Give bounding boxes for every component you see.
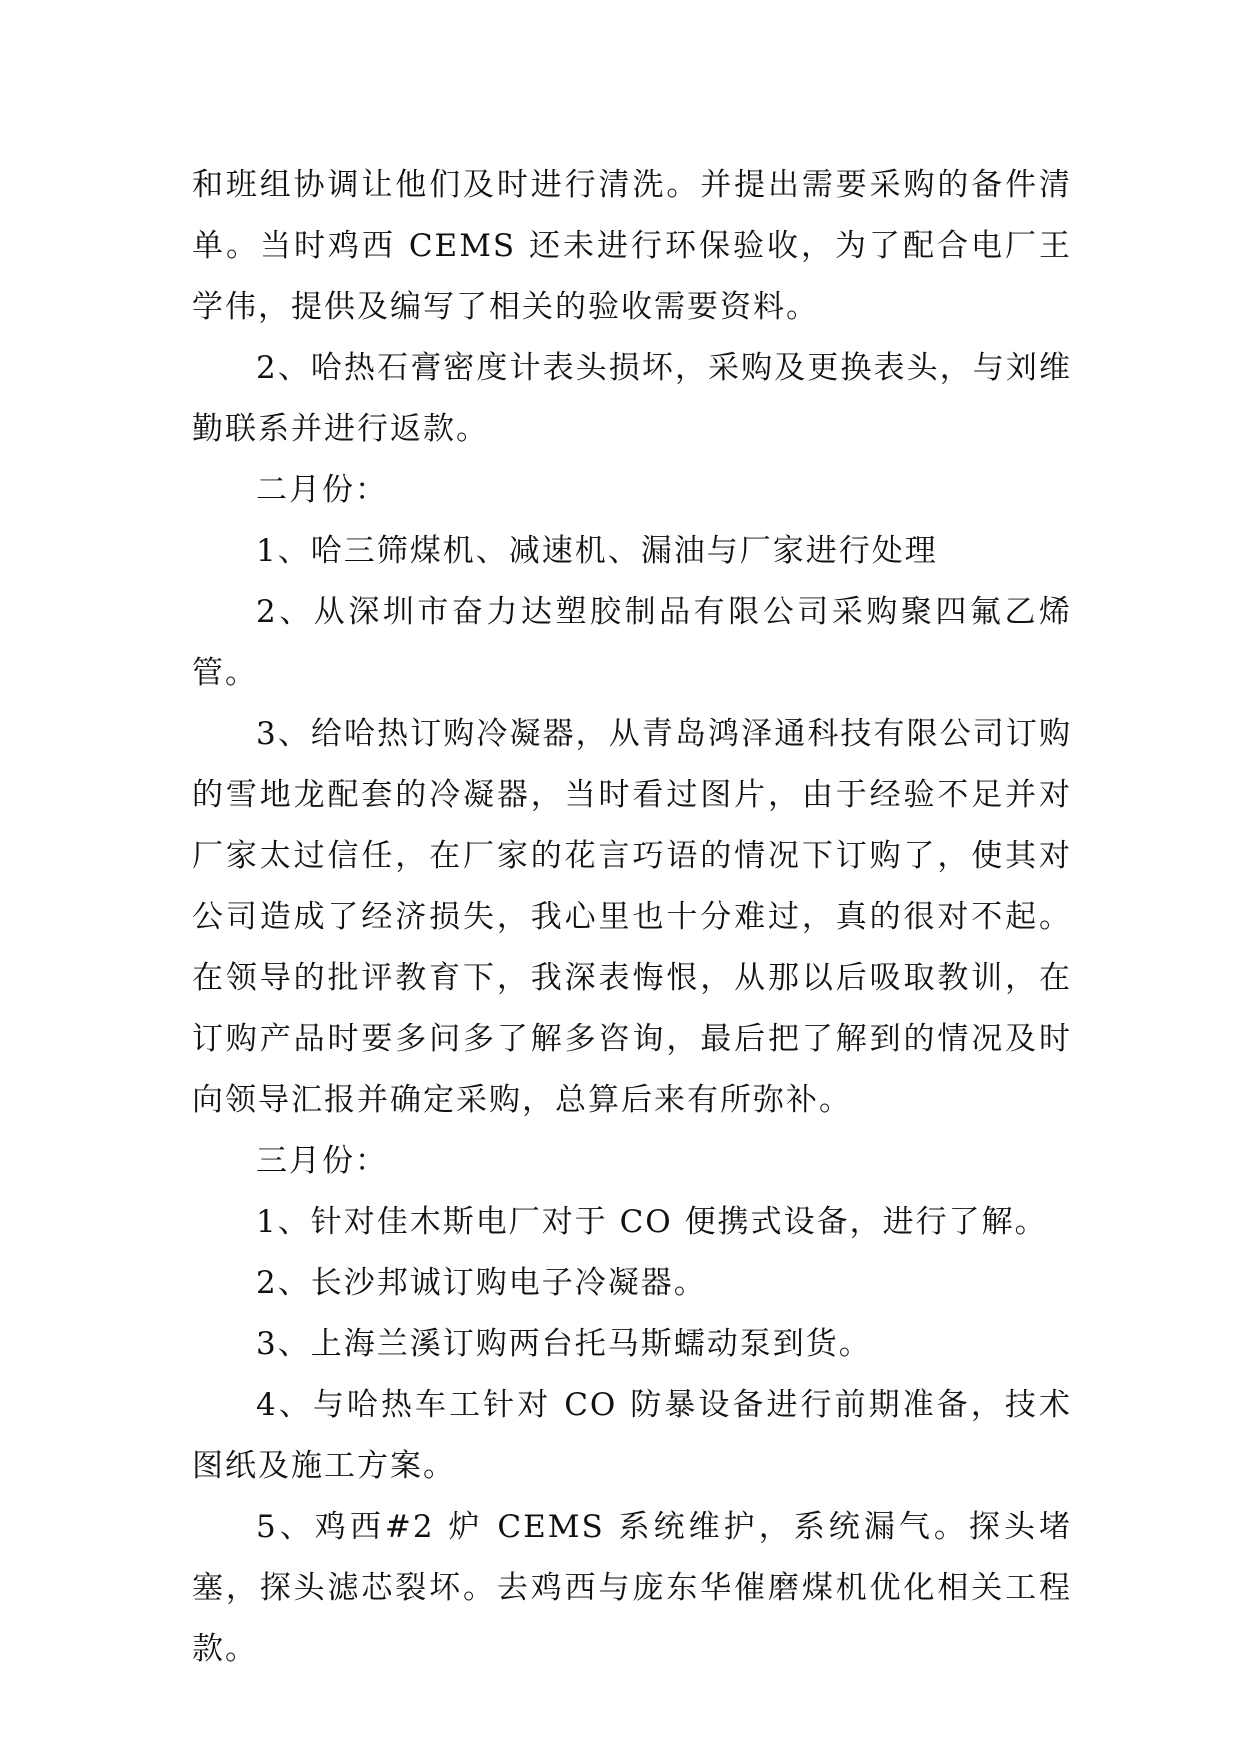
paragraph-feb-item-1: 1、哈三筛煤机、减速机、漏油与厂家进行处理 [256, 533, 938, 569]
paragraph-feb-item-3: 3、给哈热订购冷凝器，从青岛鸿泽通科技有限公司订购的雪地龙配套的冷凝器，当时看过图片，由于经验不足并对厂家太过信任，在厂家的花言巧语的情况下订购了，使其对公司造成了经济损失，我心里也十分难过，真的很对不起。在领导的批评教育下，我深表悔恨，从那以后吸取教训，在订购产品时要多问多了解多咨询，最后把了解到的情况及时向领导汇报并确定采购，总算后来有所弥补。 [192, 716, 1072, 1118]
heading-march: 三月份： [256, 1143, 388, 1179]
paragraph-mar-item-5: 5、鸡西#2 炉 CEMS 系统维护，系统漏气。探头堵塞，探头滤芯裂坏。去鸡西与庞东华催磨煤机优化相关工程款。 [192, 1509, 1072, 1667]
paragraph-mar-item-2: 2、长沙邦诚订购电子冷凝器。 [256, 1265, 707, 1301]
heading-february: 二月份： [256, 472, 388, 508]
paragraph-mar-item-1: 1、针对佳木斯电厂对于 CO 便携式设备，进行了解。 [256, 1204, 1048, 1240]
paragraph-feb-item-2: 2、从深圳市奋力达塑胶制品有限公司采购聚四氟乙烯管。 [192, 594, 1072, 691]
document-body [192, 155, 1072, 1680]
paragraph-mar-item-4: 4、与哈热车工针对 CO 防暴设备进行前期准备，技术图纸及施工方案。 [192, 1387, 1072, 1484]
paragraph-cleaning-and-acceptance: 和班组协调让他们及时进行清洗。并提出需要采购的备件清单。当时鸡西 CEMS 还未进行环保验收，为了配合电厂王学伟，提供及编写了相关的验收需要资料。 [192, 167, 1072, 325]
paragraph-mar-item-3: 3、上海兰溪订购两台托马斯蠕动泵到货。 [256, 1326, 872, 1362]
paragraph-gypsum-meter: 2、哈热石膏密度计表头损坏，采购及更换表头，与刘维勤联系并进行返款。 [192, 350, 1072, 447]
